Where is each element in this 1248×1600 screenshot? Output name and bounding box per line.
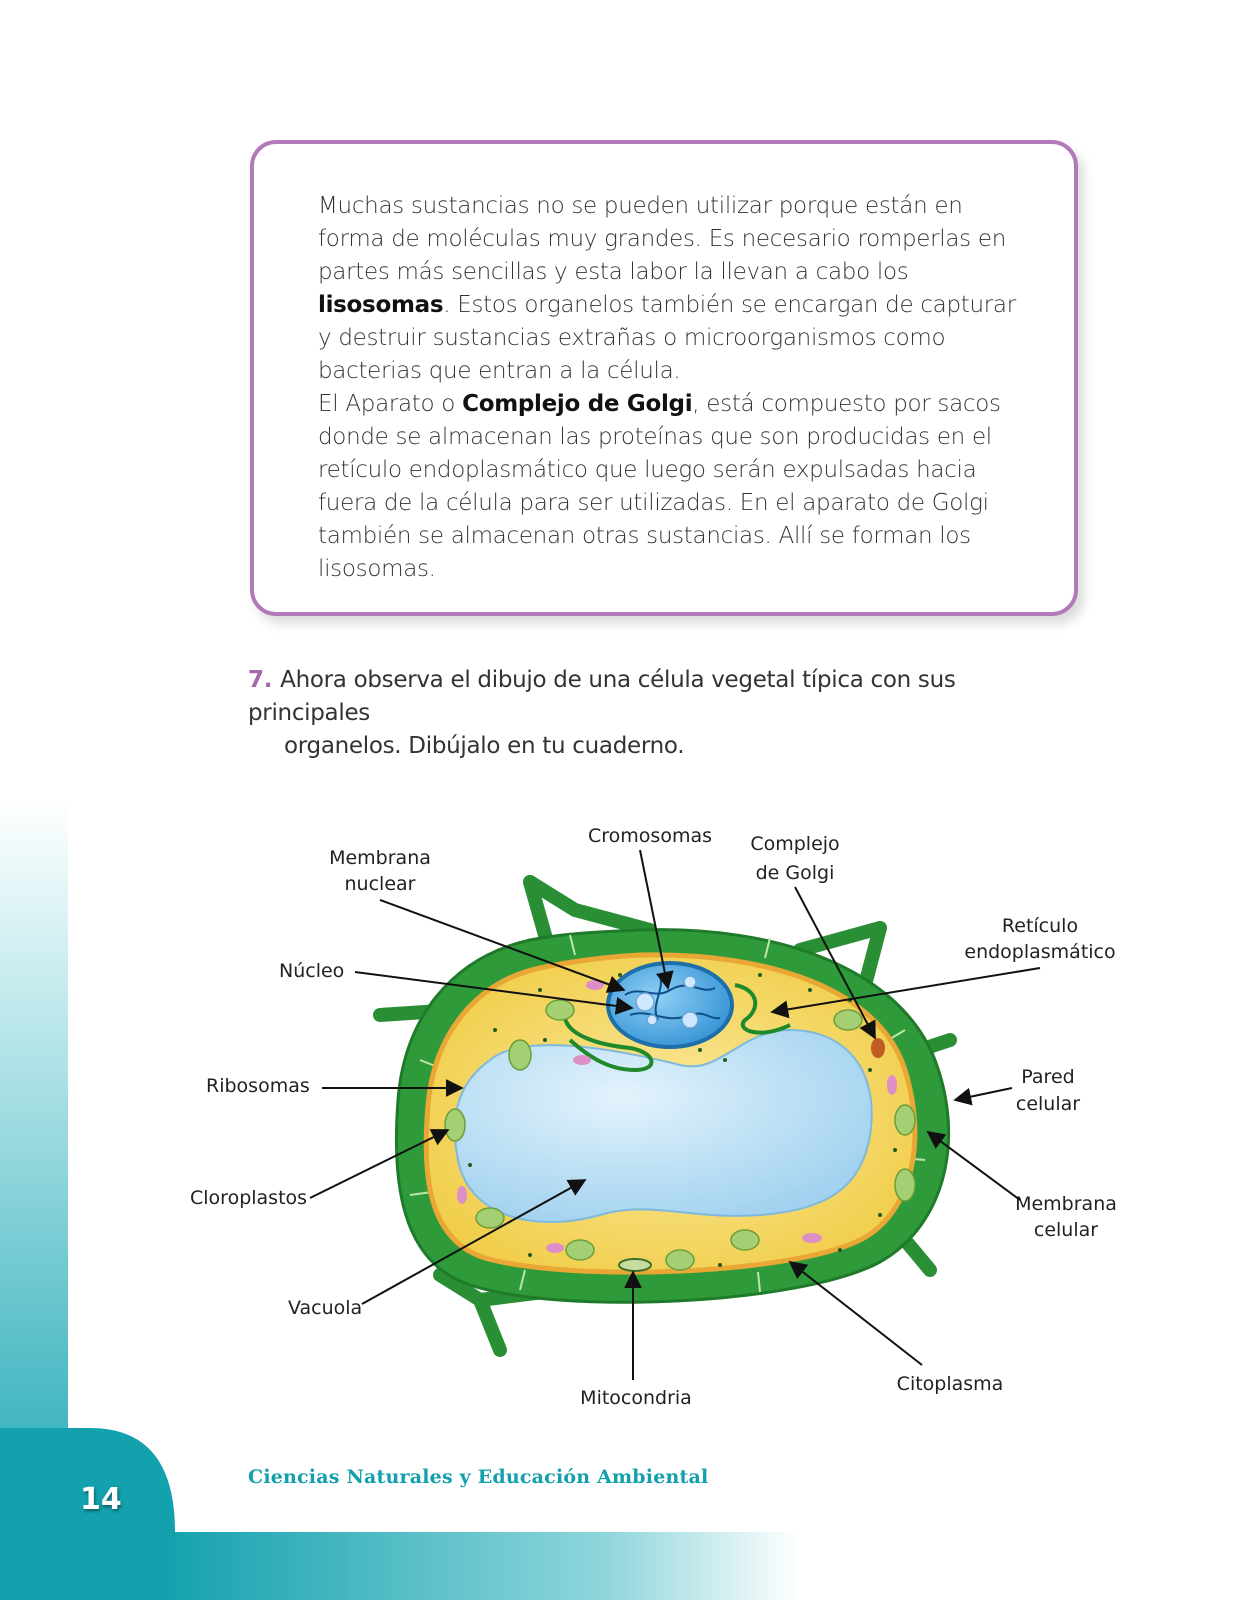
label-reticulo-1: Retículo	[1001, 915, 1079, 937]
question-line-1: Ahora observa el dibujo de una célula vegetal típica con sus principales	[248, 667, 956, 726]
label-mitocondria: Mitocondria	[580, 1387, 692, 1409]
label-complejo-golgi-2: de Golgi	[755, 862, 835, 884]
leader-pared-celular	[955, 1088, 1012, 1100]
label-membrana-celular-2: celular	[1033, 1219, 1099, 1241]
text-segment: , está compuesto por sacos donde se almacenan las proteínas que son producidas en el retículo endoplasmático que luego serán expulsadas hacia fuera de la célula para ser utilizadas. En el aparato de Golgi también se almacenan otras sustancias. Allí se forman los lisosomas.	[318, 391, 1001, 582]
chloroplast	[731, 1230, 759, 1250]
label-reticulo-2: endoplasmático	[964, 941, 1116, 963]
golgi-complex	[871, 1038, 885, 1058]
label-cloroplastos: Cloroplastos	[190, 1187, 308, 1209]
page-number: 14	[80, 1482, 122, 1517]
term-complejo-golgi: Complejo de Golgi	[462, 391, 693, 417]
chloroplast	[834, 1010, 862, 1030]
chloroplast	[895, 1105, 915, 1135]
label-complejo-golgi-1: Complejo	[750, 833, 840, 855]
label-membrana-nuclear-1: Membrana	[329, 847, 431, 869]
text-segment: Muchas sustancias no se pueden utilizar porque están en forma de moléculas muy grandes. Es necesario romperlas en partes más sencillas y esta labor la llevan a cabo los	[318, 193, 1006, 285]
nucleus	[608, 963, 732, 1047]
question-number: 7.	[248, 667, 273, 693]
text-segment: . Estos organelos también se encargan de capturar y destruir sustancias extrañas o microorganismos como bacterias que entran a la célula.	[318, 292, 1016, 384]
label-nucleo: Núcleo	[279, 960, 345, 982]
label-citoplasma: Citoplasma	[896, 1373, 1004, 1395]
chloroplast	[895, 1169, 915, 1201]
chloroplast	[666, 1250, 694, 1270]
label-membrana-celular-1: Membrana	[1015, 1193, 1117, 1215]
label-pared-2: celular	[1015, 1093, 1081, 1115]
label-cromosomas: Cromosomas	[588, 825, 712, 847]
term-lisosomas: lisosomas	[318, 292, 444, 318]
label-vacuola: Vacuola	[288, 1297, 363, 1319]
chloroplast	[546, 1000, 574, 1020]
label-membrana-nuclear-2: nuclear	[344, 873, 416, 895]
mitochondria	[619, 1259, 651, 1271]
text-segment: El Aparato o	[318, 391, 463, 417]
leader-citoplasma	[790, 1262, 922, 1365]
question-line-2: organelos. Dibújalo en tu cuaderno.	[284, 733, 685, 759]
label-pared-1: Pared	[1021, 1066, 1075, 1088]
footer-book-title: Ciencias Naturales y Educación Ambiental	[248, 1466, 709, 1488]
chloroplast	[445, 1109, 465, 1141]
chloroplast	[509, 1040, 531, 1070]
chloroplast	[476, 1208, 504, 1228]
label-ribosomas: Ribosomas	[206, 1075, 310, 1097]
chloroplast	[566, 1240, 594, 1260]
